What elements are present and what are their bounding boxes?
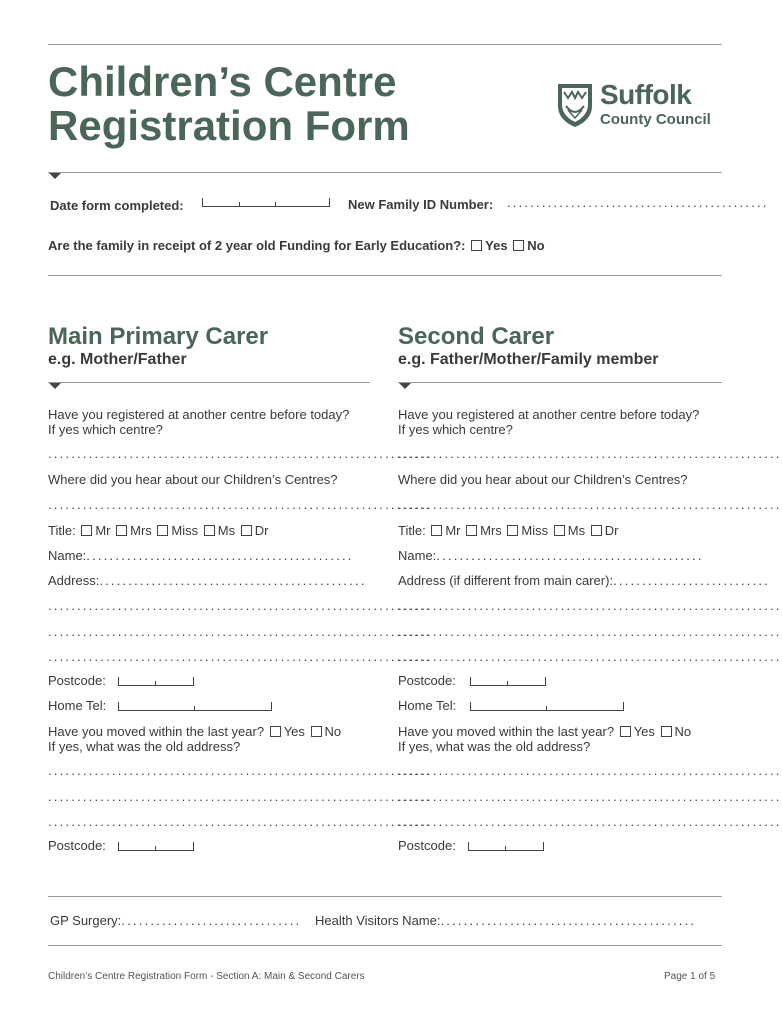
main-old-address-label: If yes, what was the old address? [48,739,241,754]
second-title-row [398,523,618,538]
health-visitor-label: Health Visitors Name: [315,913,441,928]
date-field[interactable] [202,198,330,207]
pointer-triangle-icon [399,383,411,389]
second-home-tel-label: Home Tel: [398,698,457,713]
second-moved-no-checkbox[interactable] [661,726,672,737]
main-old-postcode-label: Postcode: [48,838,106,853]
main-home-tel-label: Home Tel: [48,698,107,713]
pointer-triangle-icon [49,383,61,389]
main-carer-rule [48,382,370,383]
main-title-mrs: Mrs [130,523,152,538]
pointer-triangle-icon [49,173,61,179]
second-title-ms: Ms [567,523,586,538]
second-title-ms-checkbox[interactable] [554,525,565,536]
main-registered-question: Have you registered at another centre before today? [48,407,350,422]
title-line-1: Children’s Centre [48,58,397,105]
funding-question: Are the family in receipt of 2 year old Funding for Early Education?: [48,238,466,253]
main-home-tel-field[interactable] [118,702,272,711]
main-moved-question: Have you moved within the last year? [48,724,265,739]
bottom-rule-2 [48,945,722,946]
second-moved-yes-checkbox[interactable] [620,726,631,737]
main-title-miss: Miss [171,523,199,538]
main-title-mr: Mr [95,523,111,538]
second-title-mr: Mr [445,523,461,538]
main-address-line-4[interactable]: .................................................................. [48,649,432,664]
main-title-row [48,523,268,538]
family-id-field[interactable]: ............................................. [507,195,769,210]
main-title-dr-checkbox[interactable] [241,525,252,536]
family-id-label: New Family ID Number: [348,197,494,212]
second-name-row[interactable]: Name:.............................................. [398,548,704,563]
main-title-miss-checkbox[interactable] [157,525,168,536]
second-carer-rule [398,382,722,383]
main-old-postcode-field[interactable] [118,842,194,851]
main-postcode-label: Postcode: [48,673,106,688]
page-number: Page 1 of 5 [664,971,716,982]
footer-text: Children’s Centre Registration Form - Section A: Main & Second Carers [48,971,365,982]
funding-yes-checkbox[interactable] [471,240,482,251]
second-title-mr-checkbox[interactable] [431,525,442,536]
main-name-row[interactable]: Name:.............................................. [48,548,354,563]
main-title-mrs-checkbox[interactable] [116,525,127,536]
main-hear-field[interactable]: .................................................................. [48,497,432,512]
main-moved-row [48,724,341,739]
second-title-miss: Miss [521,523,549,538]
main-title-ms: Ms [217,523,236,538]
page-title [48,60,410,148]
main-carer-subheading: e.g. Mother/Father [48,351,187,368]
main-old-address-line-3[interactable]: .................................................................. [48,814,432,829]
main-address-row[interactable]: Address:.............................................. [48,573,367,588]
main-old-address-line-1[interactable]: .................................................................. [48,763,432,778]
second-postcode-field[interactable] [470,677,546,686]
main-moved-yes-checkbox[interactable] [270,726,281,737]
second-postcode-label: Postcode: [398,673,456,688]
logo-name: Suffolk [600,79,692,110]
section-rule [48,275,722,276]
main-title-mr-checkbox[interactable] [81,525,92,536]
second-home-tel-field[interactable] [470,702,624,711]
second-title-dr: Dr [604,523,619,538]
main-address-label: Address: [48,573,100,588]
second-carer-subheading: e.g. Father/Mother/Family member [398,351,659,368]
second-old-address-line-1[interactable]: .................................................................. [398,763,782,778]
second-name-label: Name: [398,548,437,563]
main-title-label: Title: [48,523,76,538]
date-label: Date form completed: [50,198,184,213]
second-title-miss-checkbox[interactable] [507,525,518,536]
second-registered-question: Have you registered at another centre before today? [398,407,700,422]
second-address-line-2[interactable]: .................................................................. [398,598,782,613]
funding-row [48,238,545,253]
title-rule [48,172,722,173]
second-moved-question: Have you moved within the last year? [398,724,615,739]
second-hear-question: Where did you hear about our Children’s Centres? [398,472,688,487]
main-title-dr: Dr [254,523,269,538]
suffolk-crest-icon [556,82,594,128]
main-moved-no-checkbox[interactable] [311,726,322,737]
second-moved-yes: Yes [633,724,655,739]
main-address-line-2[interactable]: .................................................................. [48,598,432,613]
second-old-address-label: If yes, what was the old address? [398,739,591,754]
main-carer-heading: Main Primary Carer [48,323,269,350]
top-rule [48,44,722,45]
funding-yes-label: Yes [485,238,508,253]
second-title-dr-checkbox[interactable] [591,525,602,536]
second-title-mrs: Mrs [480,523,502,538]
bottom-rule-1 [48,896,722,897]
funding-no-checkbox[interactable] [513,240,524,251]
main-centre-field[interactable]: .................................................................. [48,446,432,461]
second-address-label: Address (if different from main carer): [398,573,614,588]
main-which-centre: If yes which centre? [48,422,163,437]
second-moved-row [398,724,691,739]
second-address-line-3[interactable]: .................................................................. [398,624,782,639]
second-centre-field[interactable]: .................................................................. [398,446,782,461]
second-address-row[interactable]: Address (if different from main carer):........................... [398,573,770,588]
main-title-ms-checkbox[interactable] [204,525,215,536]
second-address-line-4[interactable]: .................................................................. [398,649,782,664]
title-line-2: Registration Form [48,102,410,149]
second-title-label: Title: [398,523,426,538]
second-which-centre: If yes which centre? [398,422,513,437]
gp-surgery-label: GP Surgery: [50,913,122,928]
second-old-address-line-2[interactable]: .................................................................. [398,789,782,804]
main-old-address-line-2[interactable]: .................................................................. [48,789,432,804]
main-moved-no: No [324,724,342,739]
suffolk-logo [556,80,726,132]
second-carer-heading: Second Carer [398,323,555,350]
main-postcode-field[interactable] [118,677,194,686]
second-old-postcode-label: Postcode: [398,838,456,853]
second-moved-no: No [674,724,692,739]
main-moved-yes: Yes [283,724,305,739]
gp-surgery-row[interactable]: GP Surgery:............................... [50,913,302,928]
second-title-mrs-checkbox[interactable] [466,525,477,536]
funding-no-label: No [527,238,545,253]
main-address-line-3[interactable]: .................................................................. [48,624,432,639]
logo-council: County Council [600,111,711,128]
second-old-postcode-field[interactable] [468,842,544,851]
second-old-address-line-3[interactable]: .................................................................. [398,814,782,829]
health-visitor-row[interactable]: Health Visitors Name:............................................ [315,913,697,928]
main-hear-question: Where did you hear about our Children’s Centres? [48,472,338,487]
second-hear-field[interactable]: .................................................................. [398,497,782,512]
main-name-label: Name: [48,548,87,563]
